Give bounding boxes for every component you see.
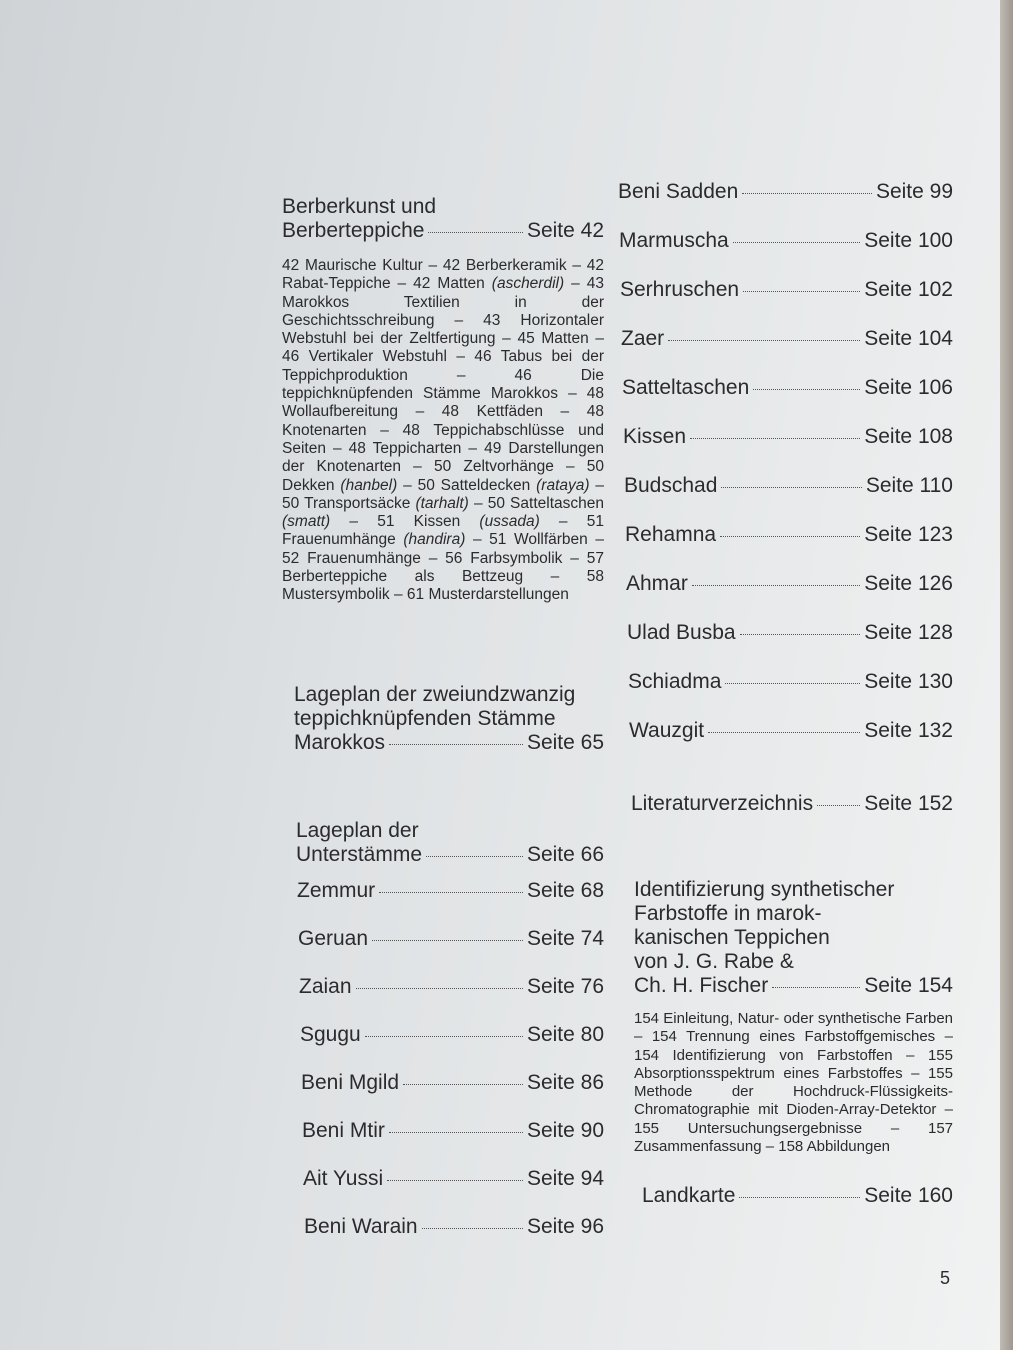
lageplan2-page: Seite 66 [526, 842, 604, 866]
toc-entry-page: Seite 96 [526, 1214, 604, 1238]
dot-leader [426, 856, 523, 857]
toc-entry-label: Satteltaschen [622, 376, 750, 399]
toc-entry [619, 229, 953, 253]
dot-leader [817, 805, 860, 806]
page-edge [1000, 0, 1013, 1350]
identifizierung-line1: Identifizierung synthetischer [634, 878, 895, 901]
berberkunst-title-line2: Berberteppiche [282, 219, 425, 242]
toc-entry-page: Seite 100 [864, 229, 953, 252]
toc-entry-label: Beni Mtir [302, 1118, 385, 1142]
desc-italic-term: (tarhalt) [415, 494, 469, 512]
toc-entry-landkarte [642, 1184, 953, 1208]
toc-entry-label: Zemmur [297, 878, 376, 902]
dot-leader [690, 438, 860, 439]
toc-entry-label: Wauzgit [629, 719, 705, 742]
toc-entry-label: Beni Warain [304, 1214, 418, 1238]
toc-entry-page: Seite 123 [864, 523, 953, 546]
toc-entry-label: Geruan [298, 926, 369, 950]
toc-entry-page: Seite 68 [526, 878, 604, 902]
lageplan-staemme-block [294, 683, 604, 755]
toc-entry-page: Seite 126 [864, 572, 953, 595]
dot-leader [668, 340, 860, 341]
dot-leader [356, 988, 523, 989]
dot-leader [365, 1036, 523, 1037]
desc-text: – 51 Frauenumhänge [282, 513, 604, 549]
toc-entry [624, 474, 953, 498]
toc-entry-lageplan2 [296, 843, 604, 867]
toc-entry-label: Beni Sadden [618, 180, 739, 203]
identifizierung-description: 154 Einleitung, Natur- oder synthetische Farben – 154 Trennung eines Farbstoffgemisches – 154 Identifizierung von Farbstoffen – 155 Absorptionsspektrum eines Farbstoffes – 155 Methode der Hochdruck-Flüssigkeits-Chromatographie mit Dioden-Array-Detektor – 155 Untersuchungsergebnisse – 157 Zusammenfassung – 158 Abbildungen [634, 1010, 953, 1156]
toc-entry-page: Seite 130 [864, 670, 953, 693]
toc-entry [626, 572, 953, 596]
landkarte-page: Seite 160 [864, 1184, 953, 1208]
toc-entry-label: Serhruschen [620, 278, 740, 301]
toc-entry [625, 523, 953, 547]
identifizierung-line4: von J. G. Rabe & [634, 950, 794, 973]
toc-right-entries [618, 180, 953, 743]
lageplan1-line3: Marokkos [294, 730, 386, 754]
lageplan2-line2: Unterstämme [296, 842, 423, 866]
dot-leader [772, 987, 860, 988]
toc-entry-label: Kissen [623, 425, 687, 448]
toc-entry-literatur [631, 792, 953, 816]
dot-leader [733, 242, 861, 243]
toc-entry [300, 1023, 604, 1047]
dot-leader [428, 232, 523, 233]
dot-leader [692, 585, 860, 586]
toc-entry [627, 621, 953, 645]
identifizierung-block [634, 878, 953, 1156]
literatur-page: Seite 152 [864, 792, 953, 815]
desc-italic-term: (ascherdil) [491, 275, 565, 293]
dot-leader [387, 1180, 523, 1181]
dot-leader [403, 1084, 523, 1085]
dot-leader [422, 1228, 523, 1229]
desc-italic-term: (handira) [403, 531, 466, 549]
dot-leader [739, 1197, 860, 1198]
dot-leader [389, 1132, 523, 1133]
dot-leader [389, 744, 523, 745]
toc-entry-page: Seite 80 [526, 1022, 604, 1046]
toc-entry-page: Seite 108 [864, 425, 953, 448]
lageplan1-line2: teppichknüpfenden Stämme [294, 706, 556, 730]
toc-entry-page: Seite 104 [864, 327, 953, 350]
lageplan-unterstaemme-block [296, 819, 604, 867]
desc-italic-term: (hanbel) [340, 476, 398, 494]
toc-entry-page: Seite 86 [526, 1070, 604, 1094]
toc-entry-label: Ahmar [626, 572, 688, 595]
toc-left-column [282, 195, 604, 1239]
toc-entry-label: Rehamna [625, 523, 717, 546]
berberkunst-title-line1: Berberkunst und [282, 195, 437, 218]
page-number: 5 [940, 1268, 951, 1288]
identifizierung-page: Seite 154 [864, 974, 953, 997]
toc-entry [620, 278, 953, 302]
toc-entry [297, 879, 604, 903]
toc-entry [622, 376, 953, 400]
desc-text: – 51 Kissen [330, 513, 480, 531]
desc-italic-term: (smatt) [282, 513, 331, 531]
toc-entry-label: Budschad [624, 474, 718, 497]
dot-leader [742, 193, 872, 194]
lageplan2-line1: Lageplan der [296, 818, 419, 842]
identifizierung-line2: Farbstoffe in marok- [634, 902, 822, 925]
literatur-label: Literaturverzeichnis [631, 792, 814, 815]
toc-entry [628, 670, 953, 694]
toc-entry-label: Schiadma [628, 670, 722, 693]
dot-leader [379, 892, 523, 893]
toc-entry-page: Seite 74 [526, 926, 604, 950]
toc-entry-page: Seite 99 [875, 180, 953, 203]
desc-text: – 50 Transportsäcke [282, 476, 604, 512]
toc-entry-label: Zaer [621, 327, 665, 350]
toc-entry-label: Ait Yussi [303, 1166, 384, 1190]
toc-entry-page: Seite 102 [864, 278, 953, 301]
toc-entry-label: Sgugu [300, 1022, 361, 1046]
dot-leader [753, 389, 860, 390]
toc-entry-label: Beni Mgild [301, 1070, 400, 1094]
toc-entry [302, 1119, 604, 1143]
toc-entry [623, 425, 953, 449]
lageplan1-line1: Lageplan der zweiundzwanzig [294, 682, 576, 706]
berberkunst-page: Seite 42 [526, 219, 604, 242]
desc-text: – 51 Wollfärben – 52 Frauenumhänge – 56 Farbsymbolik – 57 Berberteppiche als Bettzeug – 58 Mustersymbolik – 61 Musterdarstellungen [282, 531, 605, 604]
toc-entry-lageplan1 [294, 731, 604, 755]
toc-entry-berberkunst [282, 219, 604, 243]
dot-leader [372, 940, 523, 941]
desc-text: – 50 Satteltaschen [468, 494, 604, 512]
toc-entry [298, 927, 604, 951]
toc-entry [621, 327, 953, 351]
dot-leader [721, 487, 861, 488]
identifizierung-line5: Ch. H. Fischer [634, 974, 769, 997]
toc-entry [301, 1071, 604, 1095]
toc-entry-page: Seite 106 [864, 376, 953, 399]
desc-italic-term: (rataya) [536, 476, 590, 494]
dot-leader [708, 732, 860, 733]
toc-left-entries [297, 879, 604, 1239]
toc-entry-page: Seite 132 [864, 719, 953, 742]
toc-entry-page: Seite 94 [526, 1166, 604, 1190]
dot-leader [720, 536, 860, 537]
toc-right-column [618, 180, 953, 1208]
toc-entry-page: Seite 110 [865, 474, 953, 497]
toc-entry-page: Seite 90 [526, 1118, 604, 1142]
toc-entry-page: Seite 76 [526, 974, 604, 998]
toc-entry-label: Zaian [299, 974, 352, 998]
toc-entry [299, 975, 604, 999]
toc-entry [303, 1167, 604, 1191]
toc-entry [304, 1215, 604, 1239]
toc-entry [618, 180, 953, 204]
berberkunst-description [282, 257, 604, 605]
toc-entry-identifizierung [634, 974, 953, 998]
desc-text: 42 Maurische Kultur – 42 Berberkeramik – 42 Rabat-Teppiche – 42 Matten [282, 257, 604, 293]
desc-text: – 43 Marokkos Textilien in der Geschichtsschreibung – 43 Horizontaler Webstuhl bei der Zeltfertigung – 45 Matten – 46 Vertikaler Webstuhl – 46 Tabus bei der Teppichproduktion – 46 Die teppichknüpfenden Stämme Marokkos – 48 Wollaufbereitung – 48 Kettfäden – 48 Knotenarten – 48 Teppichabschlüsse und Seiten – 48 Teppicharten – 49 Darstellungen der Knotenarten – 50 Zeltvorhänge – 50 Dekken [282, 275, 604, 494]
dot-leader [725, 683, 860, 684]
toc-entry-page: Seite 128 [864, 621, 953, 644]
toc-entry [629, 719, 953, 743]
landkarte-label: Landkarte [642, 1184, 736, 1208]
desc-italic-term: (ussada) [479, 513, 540, 531]
identifizierung-line3: kanischen Teppichen [634, 926, 830, 949]
dot-leader [740, 634, 861, 635]
toc-entry-label: Ulad Busba [627, 621, 736, 644]
desc-text: – 50 Satteldecken [397, 476, 537, 494]
dot-leader [743, 291, 860, 292]
toc-entry-label: Marmuscha [619, 229, 729, 252]
lageplan1-page: Seite 65 [526, 730, 604, 754]
